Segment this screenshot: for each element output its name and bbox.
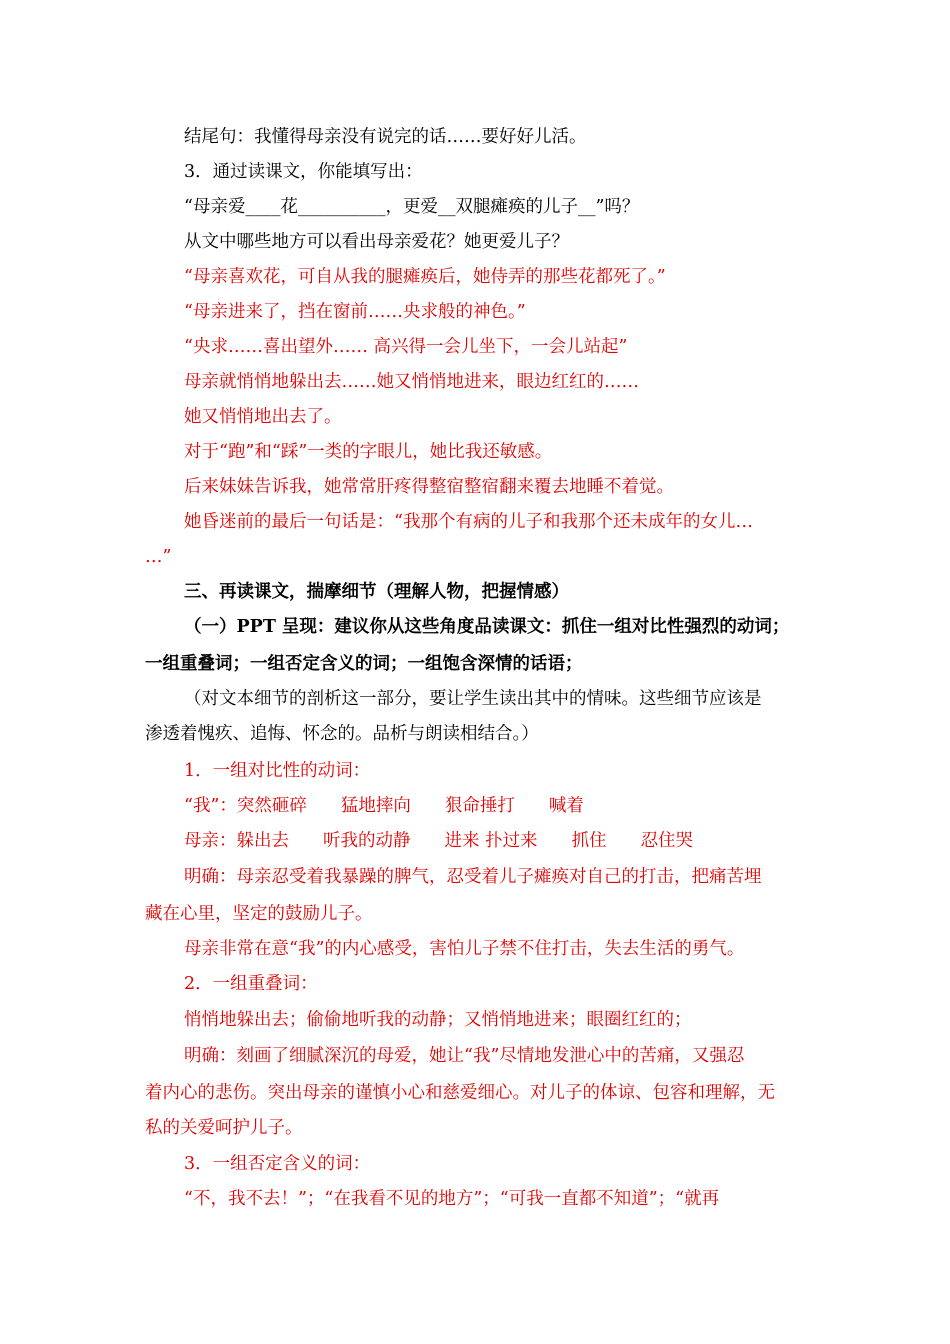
- verbs-mother-4: 抓住: [571, 831, 607, 851]
- verbs-mother-3: 进来 扑过来: [444, 831, 538, 851]
- ppt-instruction-continued: 一组重叠词；一组否定含义的词；一组饱含深情的话语；: [145, 654, 583, 674]
- quote-line: 后来妹妹告诉我，她常常肝疼得整宿整宿翻来覆去地睡不着觉。: [184, 477, 674, 497]
- verbs-mother-line: [184, 830, 693, 852]
- fill-blank-answer-son: __双腿瘫痪的儿子__: [437, 197, 596, 217]
- item-2-heading: 2．一组重叠词：: [184, 974, 318, 994]
- quote-line: 对于“跑”和“踩”一类的字眼儿，她比我还敏感。: [184, 442, 553, 462]
- item-3-heading: 3．一组否定含义的词：: [184, 1154, 371, 1174]
- fill-blank-suffix: ”吗？: [595, 197, 640, 217]
- explanation-line-continued: 着内心的悲伤。突出母亲的谨慎小心和慈爱细心。对儿子的体谅、包容和理解，无: [145, 1083, 775, 1103]
- verbs-mother-5: 忍住哭: [640, 831, 694, 851]
- verbs-me-line: [184, 795, 584, 817]
- quote-line-continued: …”: [145, 547, 172, 567]
- section-heading: 三、再读课文，揣摩细节（理解人物，把握情感）: [184, 582, 569, 602]
- question-line: 从文中哪些地方可以看出母亲爱花？她更爱儿子？: [184, 232, 569, 252]
- quote-line: “母亲喜欢花，可自从我的腿瘫痪后，她侍弄的那些花都死了。”: [184, 267, 666, 287]
- item-1-heading: 1．一组对比性的动词：: [184, 761, 371, 781]
- quote-line: “母亲进来了，挡在窗前……央求般的神色。”: [184, 302, 526, 322]
- explanation-line: 明确：刻画了细腻深沉的母爱，她让“我”尽情地发泄心中的苦痛，又强忍: [184, 1046, 745, 1066]
- explanation-line-continued: 私的关爱呵护儿子。: [145, 1118, 303, 1138]
- verbs-mother-2: 听我的动静: [323, 831, 411, 851]
- fill-blank-answer-flower: ____花__________: [245, 197, 386, 217]
- verbs-mother-1: 母亲：躲出去: [184, 831, 289, 851]
- verbs-me-2: 猛地摔向: [340, 796, 411, 816]
- fill-blank-prefix: “母亲爱: [184, 197, 246, 217]
- verbs-me-1: “我”：突然砸碎: [184, 796, 307, 816]
- explanation-line-continued: 藏在心里，坚定的鼓励儿子。: [145, 904, 373, 924]
- fill-blank-line: [184, 196, 639, 218]
- teacher-note-continued: 渗透着愧疚、追悔、怀念的。品析与朗读相结合。）: [145, 724, 539, 744]
- verbs-me-3: 狠命捶打: [444, 796, 515, 816]
- question-3: 3．通过读课文，你能填写出：: [184, 162, 423, 182]
- negation-words: “不，我不去！”；“在我看不见的地方”；“可我一直都不知道”；“就再: [184, 1189, 720, 1209]
- quote-line: 她又悄悄地出去了。: [184, 407, 342, 427]
- ending-sentence: 结尾句：我懂得母亲没有说完的话……要好好儿活。: [184, 127, 587, 147]
- explanation-line: 母亲非常在意“我”的内心感受，害怕儿子禁不住打击，失去生活的勇气。: [184, 939, 745, 959]
- ppt-instruction: （一）PPT 呈现：建议你从这些角度品读课文：抓住一组对比性强烈的动词；: [184, 617, 790, 637]
- teacher-note: （对文本细节的剖析这一部分，要让学生读出其中的情味。这些细节应该是: [184, 689, 762, 709]
- fill-blank-middle: ，更爱: [385, 197, 438, 217]
- quote-line: 她昏迷前的最后一句话是：“我那个有病的儿子和我那个还未成年的女儿…: [184, 512, 753, 532]
- reduplicated-words: 悄悄地躲出去；偷偷地听我的动静；又悄悄地进来；眼圈红红的；: [184, 1010, 692, 1030]
- verbs-me-4: 喊着: [548, 796, 584, 816]
- quote-line: 母亲就悄悄地躲出去……她又悄悄地进来，眼边红红的……: [184, 372, 639, 392]
- explanation-line: 明确：母亲忍受着我暴躁的脾气，忍受着儿子瘫痪对自己的打击，把痛苦埋: [184, 867, 762, 887]
- quote-line: “央求……喜出望外…… 高兴得一会儿坐下，一会儿站起”: [184, 337, 628, 357]
